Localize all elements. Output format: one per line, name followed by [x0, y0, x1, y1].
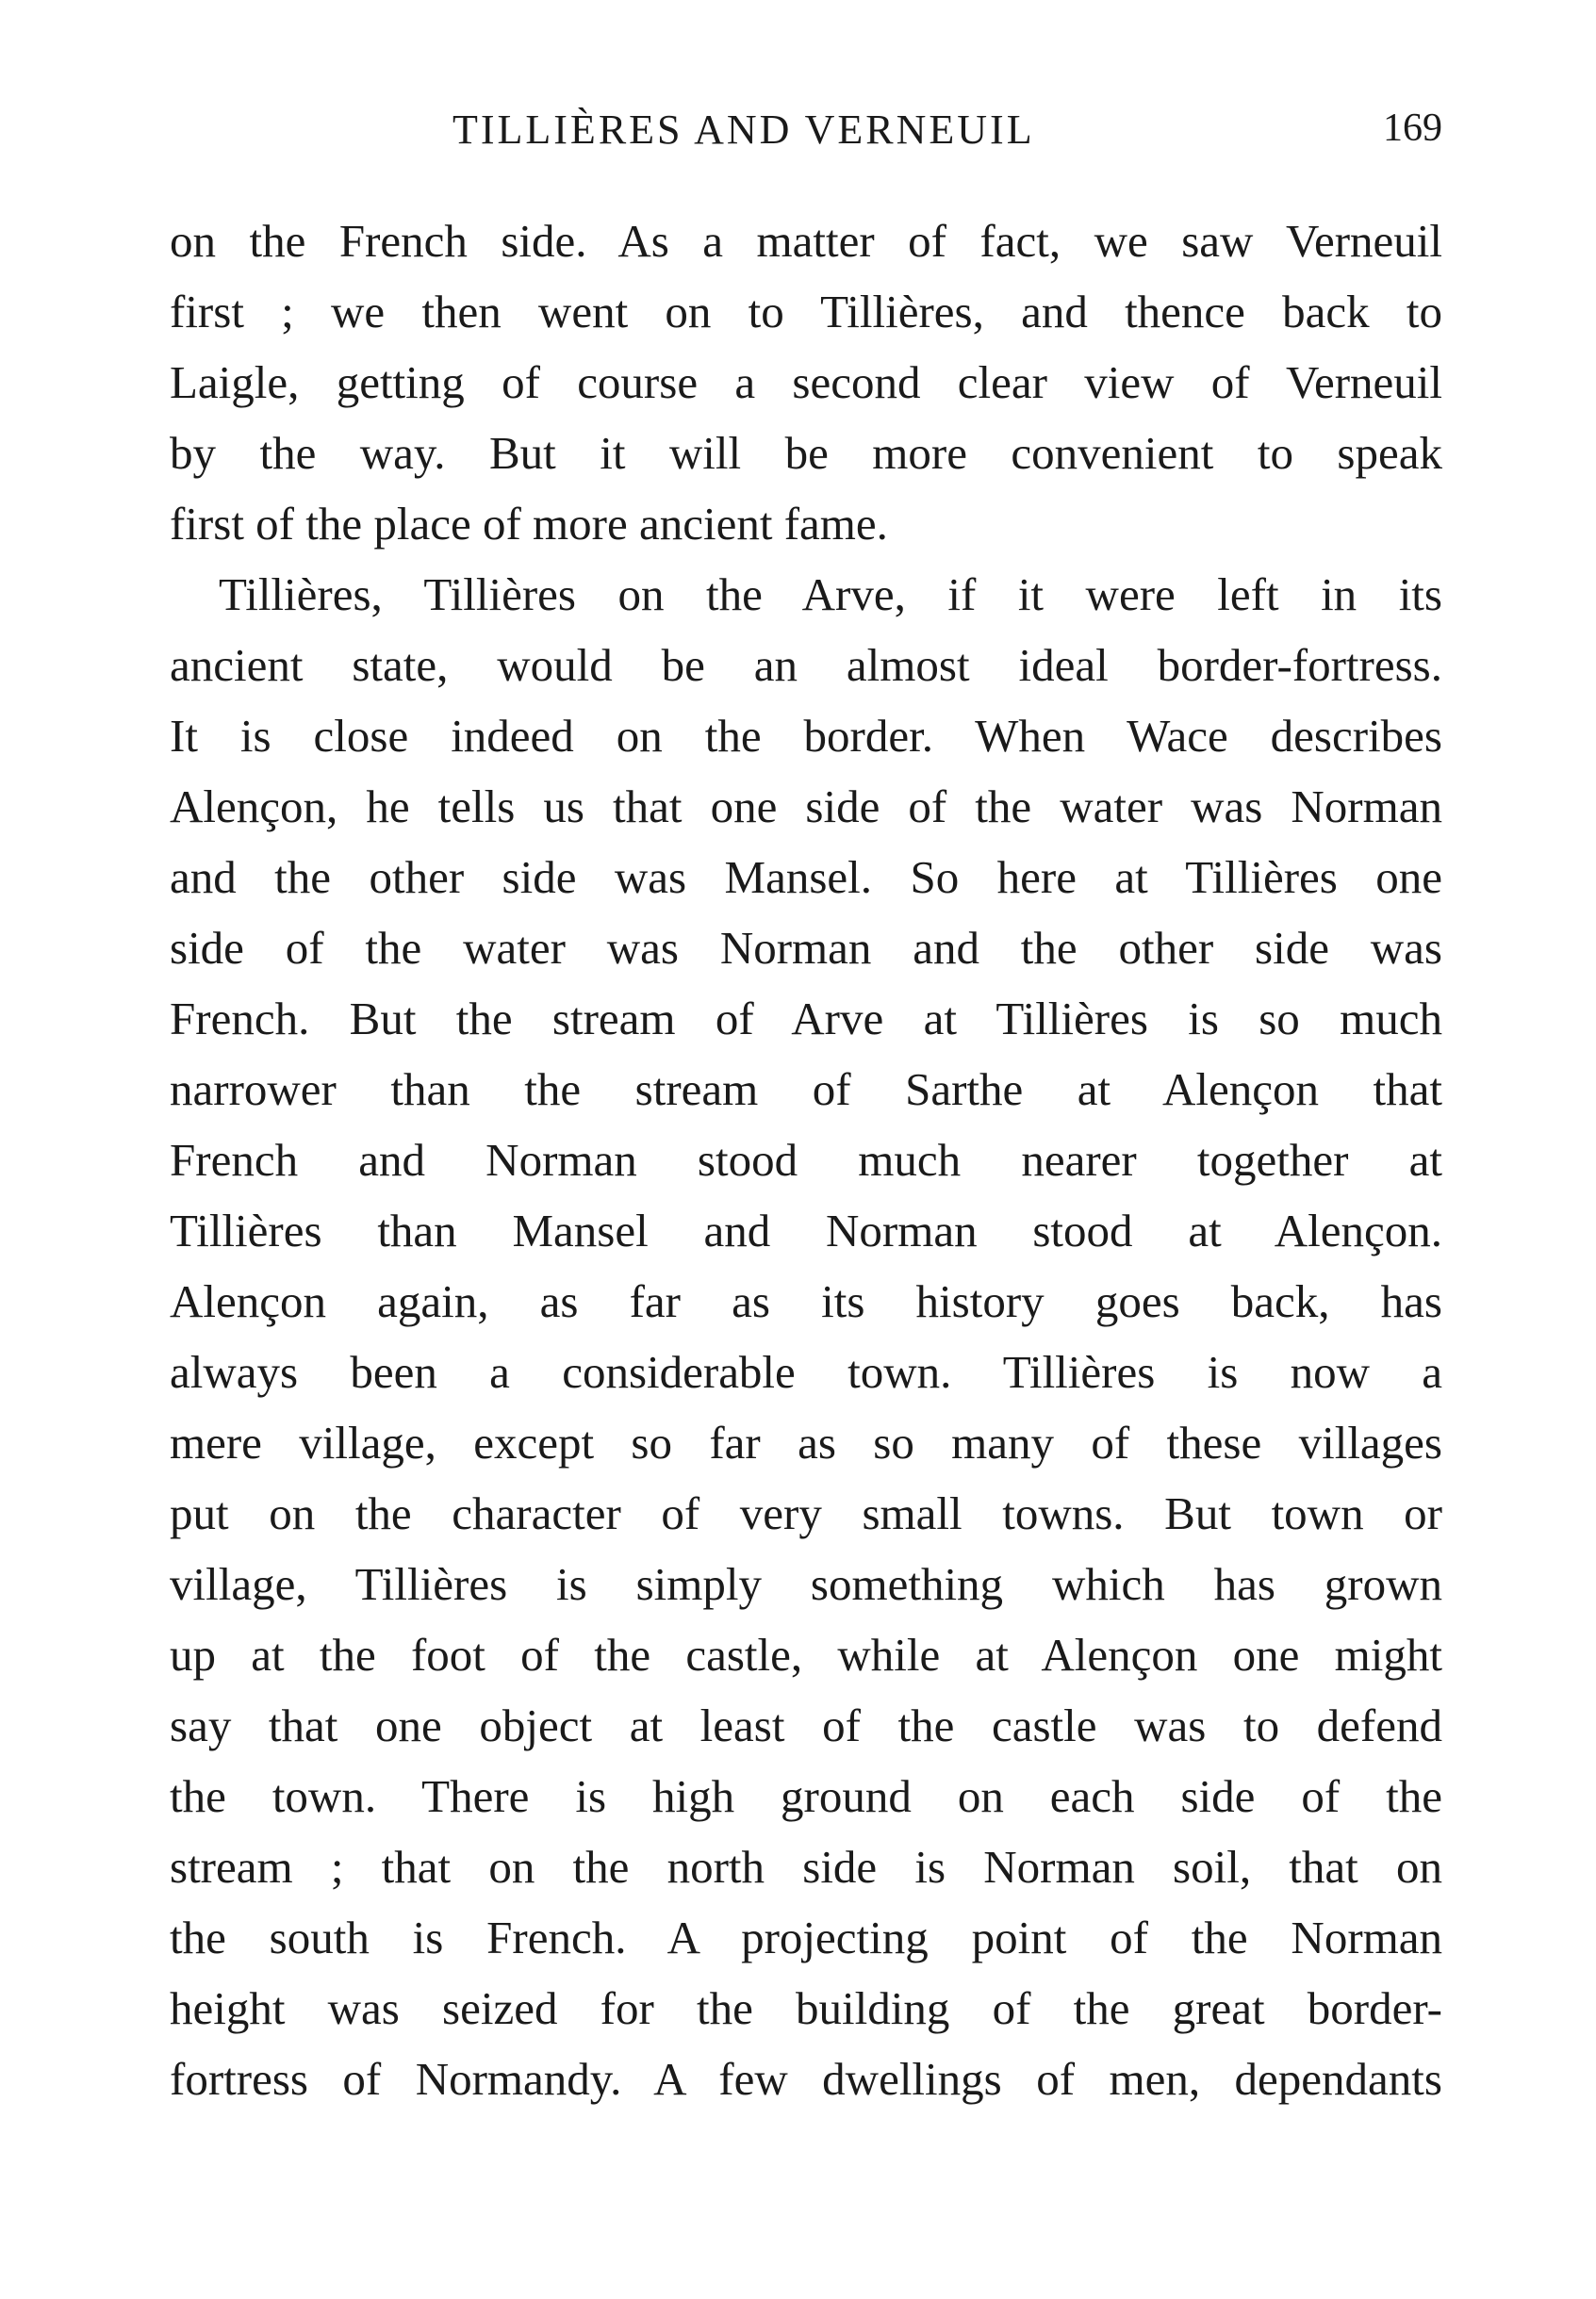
- text-line: ancient state, would be an almost ideal border-fortress.: [170, 639, 1442, 691]
- text-line: Tillières than Mansel and Norman stood at Alençon.: [170, 1205, 1442, 1256]
- text-line: side of the water was Norman and the other side was: [170, 922, 1442, 974]
- text-line: Laigle, getting of course a second clear view of Verneuil: [170, 356, 1442, 408]
- text-line: mere village, except so far as so many of these villages: [170, 1417, 1442, 1469]
- text-line: fortress of Normandy. A few dwellings of men, dependants: [170, 2053, 1442, 2105]
- text-line: the town. There is high ground on each side of the: [170, 1770, 1442, 1822]
- text-line: Alençon again, as far as its history goes back, has: [170, 1275, 1442, 1327]
- text-line: and the other side was Mansel. So here at Tillières one: [170, 851, 1442, 903]
- text-line: up at the foot of the castle, while at Alençon one might: [170, 1629, 1442, 1681]
- text-line: first of the place of more ancient fame.: [170, 498, 888, 550]
- page-number: 169: [1383, 107, 1442, 150]
- text-line: narrower than the stream of Sarthe at Alençon that: [170, 1063, 1442, 1115]
- body-text: [170, 205, 1442, 2114]
- text-line: French and Norman stood much nearer together at: [170, 1134, 1442, 1186]
- text-line: on the French side. As a matter of fact, we saw Verneuil: [170, 215, 1442, 267]
- text-line: by the way. But it will be more convenient to speak: [170, 427, 1442, 479]
- text-line: put on the character of very small towns. But town or: [170, 1487, 1442, 1539]
- text-line: stream ; that on the north side is Norman soil, that on: [170, 1841, 1442, 1893]
- text-line: the south is French. A projecting point of the Norman: [170, 1912, 1442, 1963]
- text-line: Alençon, he tells us that one side of the water was Norman: [170, 780, 1442, 832]
- text-line: always been a considerable town. Tillières is now a: [170, 1346, 1442, 1398]
- text-line: Tillières, Tillières on the Arve, if it were left in its: [219, 568, 1442, 620]
- page-header: [170, 106, 1442, 162]
- text-line: village, Tillières is simply something which has grown: [170, 1558, 1442, 1610]
- running-head: TILLIÈRES AND VERNEUIL: [452, 107, 1035, 153]
- text-line: say that one object at least of the castle was to defend: [170, 1700, 1442, 1751]
- text-line: first ; we then went on to Tillières, and thence back to: [170, 286, 1442, 337]
- text-line: It is close indeed on the border. When Wace describes: [170, 710, 1442, 762]
- text-line: French. But the stream of Arve at Tillières is so much: [170, 993, 1442, 1044]
- text-line: height was seized for the building of the great border-: [170, 1982, 1442, 2034]
